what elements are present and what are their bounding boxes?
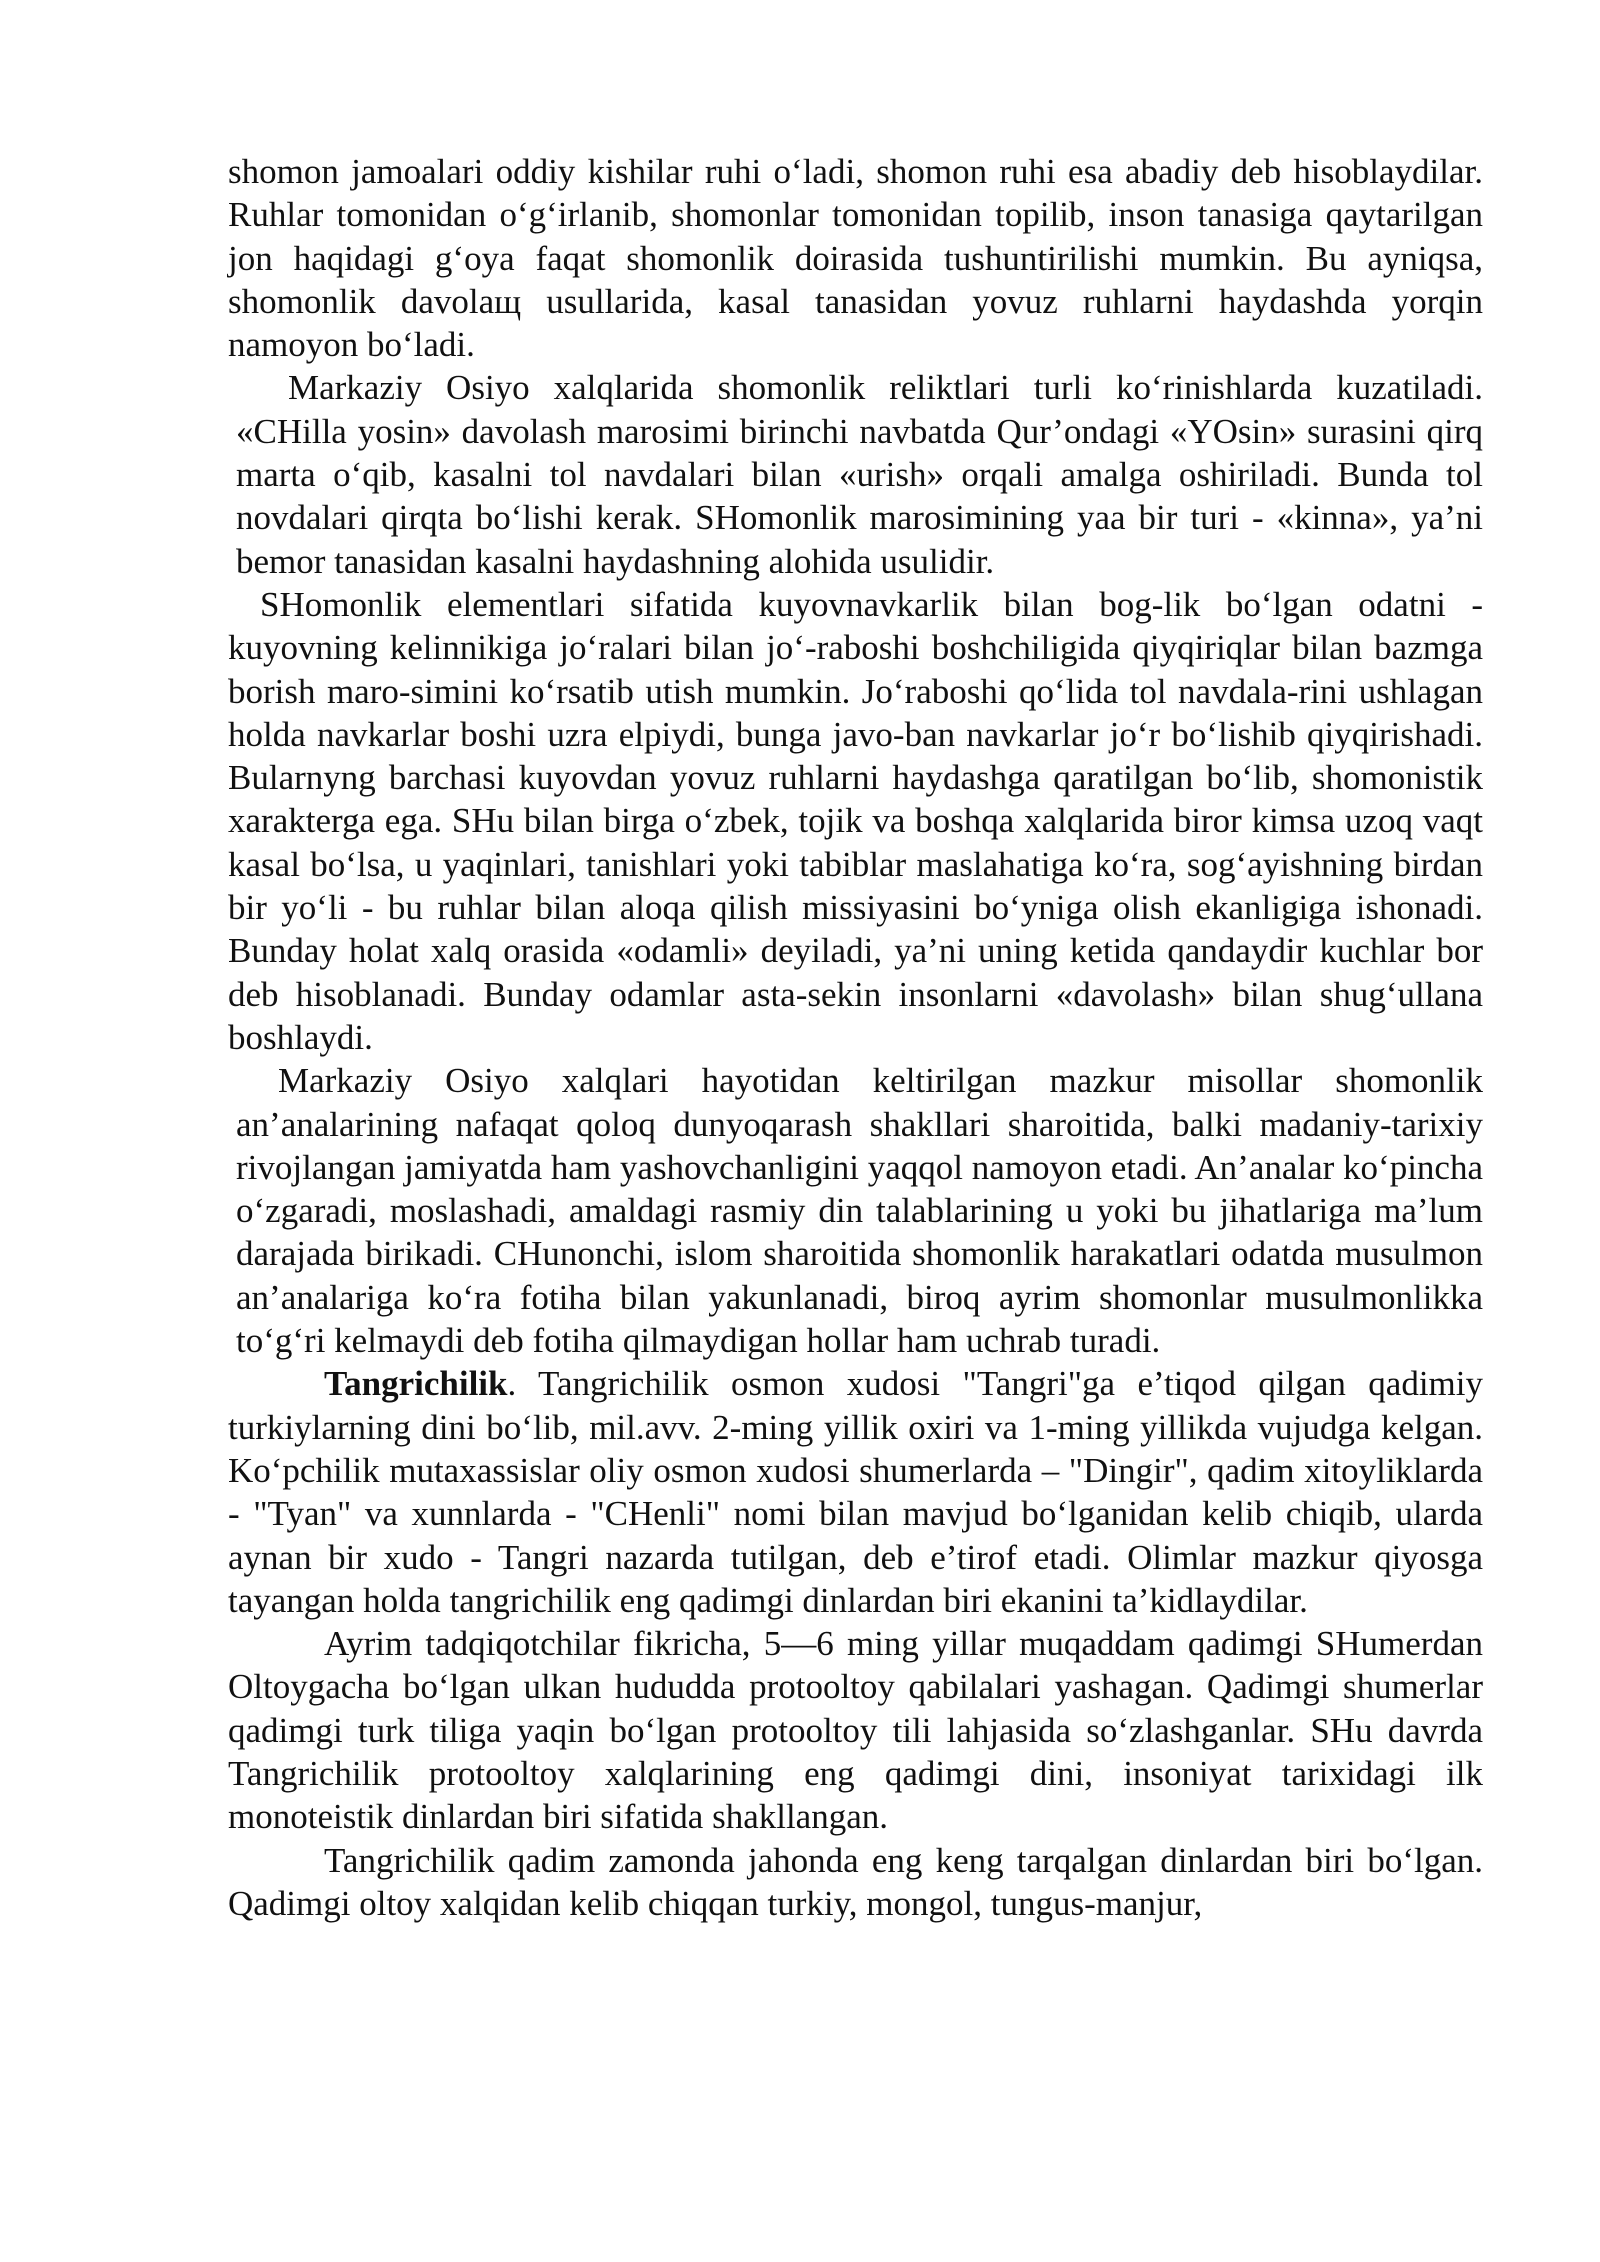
paragraph-shomon-soul: shomon jamoalari oddiy kishilar ruhi o‘ladi, shomon ruhi esa abadiy deb hisoblaydilar. Ruhlar tomonidan o‘g‘irlanib, shomonlar tomonidan topilib, inson tanasiga qaytarilgan jon haqidagi g‘oya faqat shomonlik doirasida tushuntirilishi mumkin. Bu ayniqsa, shomonlik davolaщ usullarida, kasal tanasidan yovuz ruhlarni haydashda yorqin namoyon bo‘ladi. (228, 152, 1483, 365)
paragraph-wedding-customs: SHomonlik elementlari sifatida kuyovnavkarlik bilan bog-lik bo‘lgan odatni - kuyovning kelinnikiga jo‘ralari bilan jo‘-raboshi boshchiligida qiyqiriqlar bilan bazmga borish maro-simini ko‘rsatib utish mumkin. Jo‘raboshi qo‘lida tol navdala-rini ushlagan holda navkarlar boshi uzra elpiydi, bunga javo-ban navkarlar jo‘r bo‘lishib qiyqirishadi. Bularnyng barchasi kuyovdan yovuz ruhlarni haydashga qaratilgan bo‘lib, shomonistik xarakterga ega. SHu bilan birga o‘zbek, tojik va boshqa xalqlarida biror kimsa uzoq vaqt kasal bo‘lsa, u yaqinlari, tanishlari yoki tabiblar maslahatiga ko‘ra, sog‘ayishning birdan bir yo‘li - bu ruhlar bilan aloqa qilish missiyasini bo‘yniga olish ekanligiga ishonadi. Bunday holat xalq orasida «odamli» deyiladi, ya’ni uning ketida qandaydir kuchlar bor deb hisoblanadi. Bunday odamlar asta-sekin insonlarni «davolash» bilan shug‘ullana boshlaydi. (228, 584, 1483, 1057)
paragraph-central-asia-relics: Markaziy Osiyo xalqlarida shomonlik reliktlari turli ko‘rinishlarda kuzatiladi. «CHilla yosin» davolash marosimi birinchi navbatda Qur’ondagi «YOsin» surasini qirq marta o‘qib, kasalni tol navdalari bilan «urish» orqali amalga oshiriladi. Bunda tol novdalari qirqta bo‘lishi kerak. SHomonlik marosimining yaa bir turi - «kinna», ya’ni bemor tanasidan kasalni haydashning alohida usulidir. (236, 368, 1483, 581)
paragraph-traditions-adaptation: Markaziy Osiyo xalqlari hayotidan keltirilgan mazkur misollar shomonlik an’analarining nafaqat qoloq dunyoqarash shakllari sharoitida, balki madaniy-tarixiy rivojlangan jamiyatda ham yashovchanligini yaqqol namoyon etadi. An’analar ko‘pincha o‘zgaradi, moslashadi, amaldagi rasmiy din talablarining u yoki bu jihatlariga ma’lum darajada birikadi. CHunonchi, islom sharoitida shomonlik harakatlari odatda musulmon an’analariga ko‘ra fotiha bilan yakunlanadi, biroq ayrim shomonlar musulmonlikka to‘g‘ri kelmaydi deb fotiha qilmaydigan hollar ham uchrab turadi. (236, 1061, 1483, 1361)
tangrichilik-text: . Tangrichilik osmon xudosi "Tangri"ga e’tiqod qilgan qadimiy turkiylarning dini bo‘lib, mil.avv. 2-ming yillik oxiri va 1-ming yillikda vujudga kelgan. Ko‘pchilik mutaxassislar oliy osmon xudosi shumerlarda – "Dingir", qadim xitoyliklarda - "Tyan" va xunnlarda - "CHenli" nomi bilan mavjud bo‘lganidan kelib chiqib, ularda aynan bir xudo - Tangri nazarda tutilgan, deb e’tirof etadi. Olimlar mazkur qiyosga tayangan holda tangrichilik eng qadimgi dinlardan biri ekanini ta’kidlaydilar. (228, 1364, 1483, 1620)
paragraph-tangrichilik-intro (228, 1362, 1483, 1622)
paragraph-protoaltai: Ayrim tadqiqotchilar fikricha, 5—6 ming yillar muqaddam qadimgi SHumerdan Oltoygacha bo‘lgan ulkan hududda protooltoy qabilalari yashagan. Qadimgi shumerlar qadimgi turk tiliga yaqin bo‘lgan protooltoy tili lahjasida so‘zlashganlar. SHu davrda Tangrichilik protooltoy xalqlarining eng qadimgi dini, insoniyat tarixidagi ilk monoteistik dinlardan biri sifatida shakllangan. (228, 1624, 1483, 1837)
tangrichilik-term: Tangrichilik (324, 1364, 508, 1404)
document-page (228, 150, 1483, 1925)
paragraph-tangrichilik-spread: Tangrichilik qadim zamonda jahonda eng keng tarqalgan dinlardan biri bo‘lgan. Qadimgi oltoy xalqidan kelib chiqqan turkiy, mongol, tungus-manjur, (228, 1840, 1483, 1923)
